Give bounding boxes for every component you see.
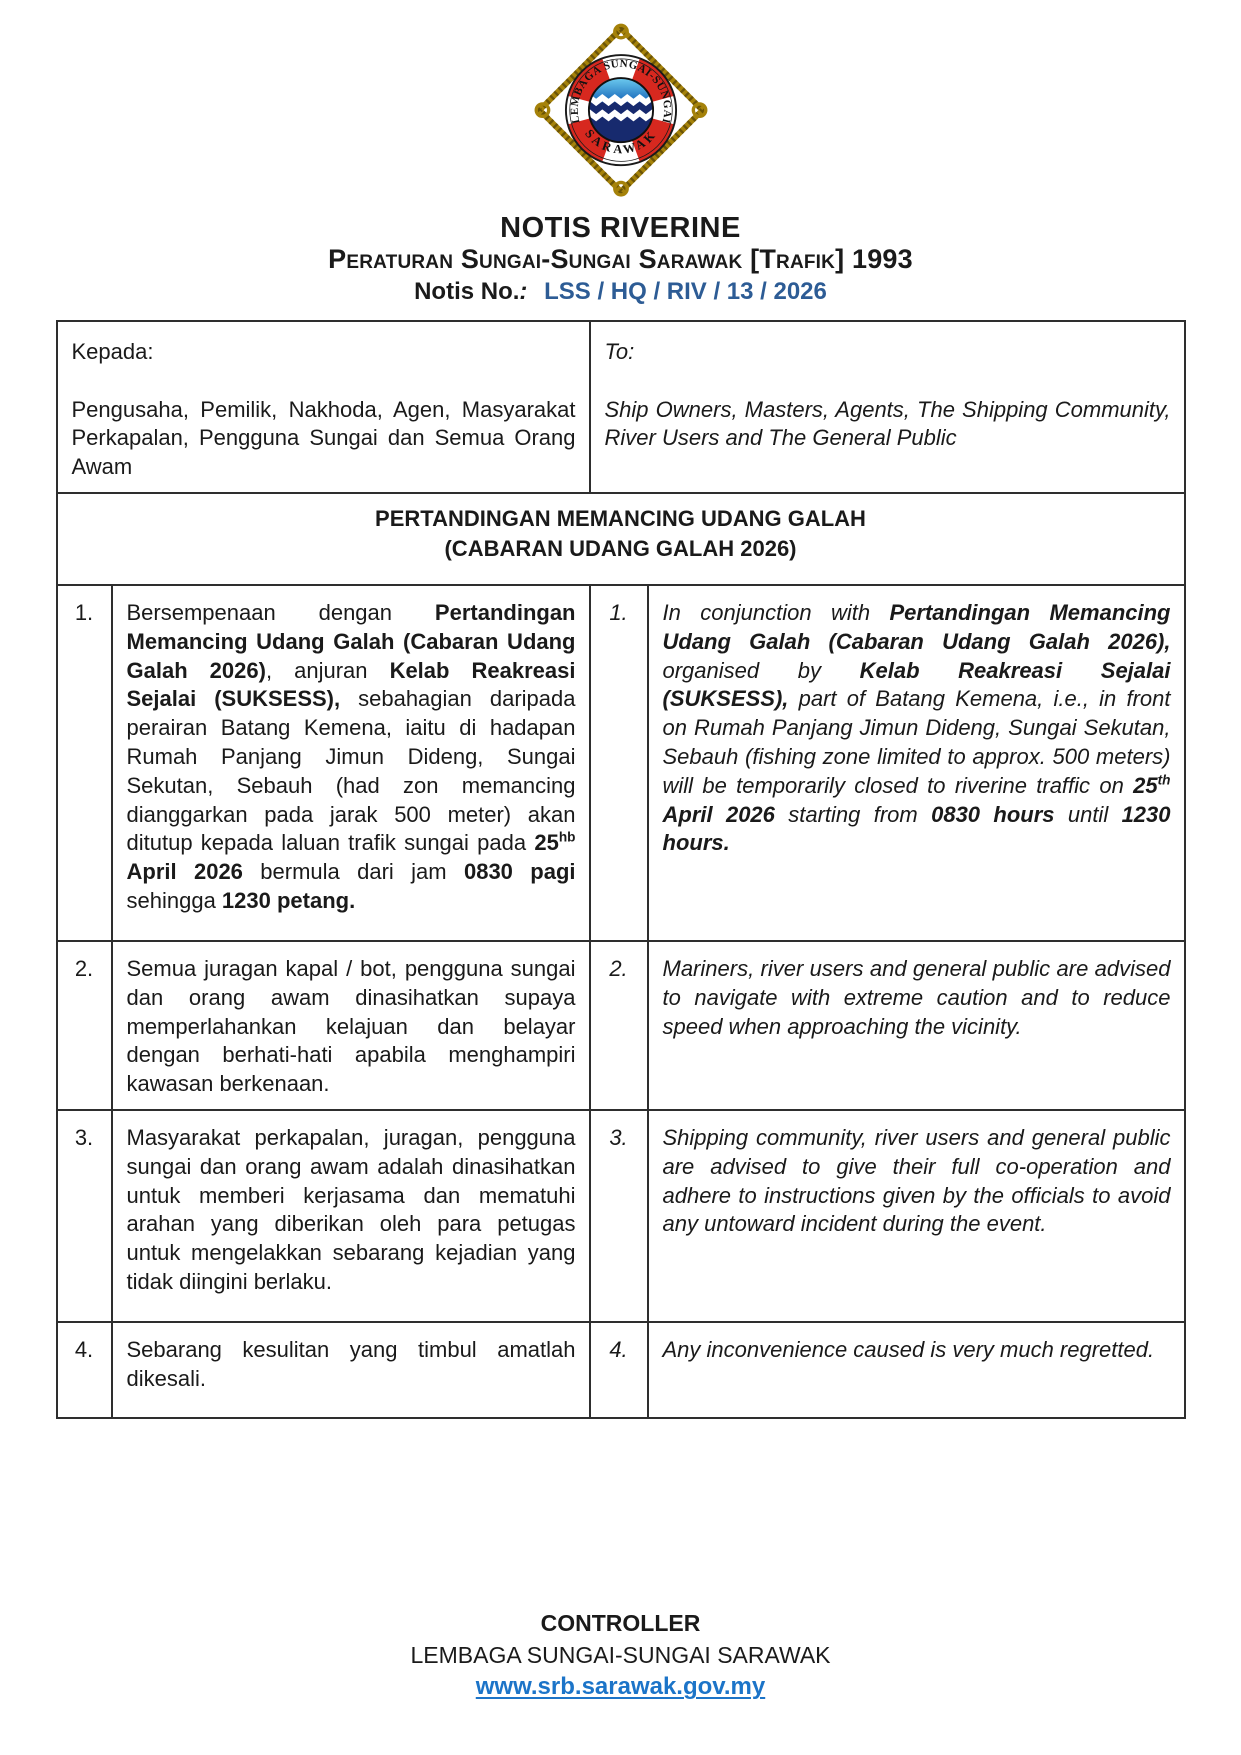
addressee-malay-body: Pengusaha, Pemilik, Nakhoda, Agen, Masyarakat Perkapalan, Pengguna Sungai dan Semua Orang Awam <box>71 396 576 480</box>
notice-number-line <box>0 278 1241 306</box>
item-3-malay-text: Masyarakat perkapalan, juragan, pengguna sungai dan orang awam adalah dinasihatkan untuk memberi kerjasama dan mematuhi arahan yang diberikan oleh para petugas untuk mengelakkan sebarang kejadian yang tidak diingini berlaku. <box>112 1110 590 1322</box>
document-footer <box>0 1607 1241 1701</box>
item-3-english-text: Shipping community, river users and general public are advised to give their full co-operation and adhere to instructions given by the officials to avoid any untoward incident during the event. <box>648 1110 1185 1322</box>
addressee-malay-label: Kepada: <box>71 338 154 364</box>
item-2-number-english: 2. <box>590 941 648 1110</box>
document-header <box>0 213 1241 306</box>
addressee-english-cell <box>590 321 1185 493</box>
item-3-number-malay: 3. <box>57 1110 112 1322</box>
item-3-number-english: 3. <box>590 1110 648 1322</box>
agency-logo <box>0 22 1241 209</box>
subject-line-1: PERTANDINGAN MEMANCING UDANG GALAH <box>375 505 866 531</box>
addressee-english-label: To: <box>604 338 635 364</box>
addressee-english-body: Ship Owners, Masters, Agents, The Shipping Community, River Users and The General Public <box>604 396 1171 451</box>
logo-text-bottom: SARAWAK <box>581 126 660 157</box>
item-2-english-text: Mariners, river users and general public are advised to navigate with extreme caution and to reduce speed when approaching the vicinity. <box>648 941 1185 1110</box>
logo-text-top: LEMBAGA SUNGAI-SUNGAI <box>568 57 673 125</box>
item-4-number-english: 4. <box>590 1322 648 1418</box>
notice-item-row <box>57 941 1185 1110</box>
website-link[interactable]: www.srb.sarawak.gov.my <box>475 1673 766 1701</box>
notice-item-row <box>57 1322 1185 1418</box>
subject-line-2: (CABARAN UDANG GALAH 2026) <box>444 535 797 561</box>
organisation-name: LEMBAGA SUNGAI-SUNGAI SARAWAK <box>410 1642 831 1669</box>
item-2-number-malay: 2. <box>57 941 112 1110</box>
notice-number-colon: : <box>519 278 528 306</box>
notice-item-row <box>57 1110 1185 1322</box>
item-4-number-malay: 4. <box>57 1322 112 1418</box>
signatory-title: CONTROLLER <box>540 1610 701 1637</box>
notice-item-row <box>57 585 1185 941</box>
item-2-malay-text: Semua juragan kapal / bot, pengguna sungai dan orang awam dinasihatkan supaya memperlahankan kelajuan dan belayar dengan berhati-hati apabila menghampiri kawasan berkenaan. <box>112 941 590 1110</box>
item-1-number-english: 1. <box>590 585 648 941</box>
document-title: NOTIS RIVERINE <box>500 212 741 244</box>
item-1-malay-text: Bersempenaan dengan Pertandingan Memancing Udang Galah (Cabaran Udang Galah 2026), anjuran Kelab Reakreasi Sejalai (SUKSESS), sebahagian daripada perairan Batang Kemena, iaitu di hadapan Rumah Panjang Jimun Dideng, Sungai Sekutan, Sebauh (had zon memancing dianggarkan pada jarak 500 meter) akan ditutup kepada laluan trafik sungai pada $25^{hb}$ April 2026 bermula dari jam 0830 pagi sehingga 1230 petang. <box>112 585 590 941</box>
item-1-number-malay: 1. <box>57 585 112 941</box>
item-4-malay-text: Sebarang kesulitan yang timbul amatlah dikesali. <box>112 1322 590 1418</box>
notice-number-label: Notis No. <box>414 278 520 306</box>
lifebuoy-logo-graphic <box>525 22 717 204</box>
subject-row <box>57 493 1185 585</box>
subject-cell <box>57 493 1185 585</box>
item-4-english-text: Any inconvenience caused is very much regretted. <box>648 1322 1185 1418</box>
notice-number-value: LSS / HQ / RIV / 13 / 2026 <box>544 278 827 306</box>
item-1-english-text: In conjunction with Pertandingan Memancing Udang Galah (Cabaran Udang Galah 2026), organised by Kelab Reakreasi Sejalai (SUKSESS), part of Batang Kemena, i.e., in front on Rumah Panjang Jimun Dideng, Sungai Sekutan, Sebauh (fishing zone limited to approx. 500 meters) will be temporarily closed to riverine traffic on 25th April 2026 starting from 0830 hours until 1230 hours. <box>648 585 1185 941</box>
addressee-row <box>57 321 1185 493</box>
addressee-malay-cell <box>57 321 590 493</box>
document-subtitle: Peraturan Sungai-Sungai Sarawak [Trafik] 1993 <box>328 244 913 275</box>
notice-table <box>56 320 1186 1419</box>
